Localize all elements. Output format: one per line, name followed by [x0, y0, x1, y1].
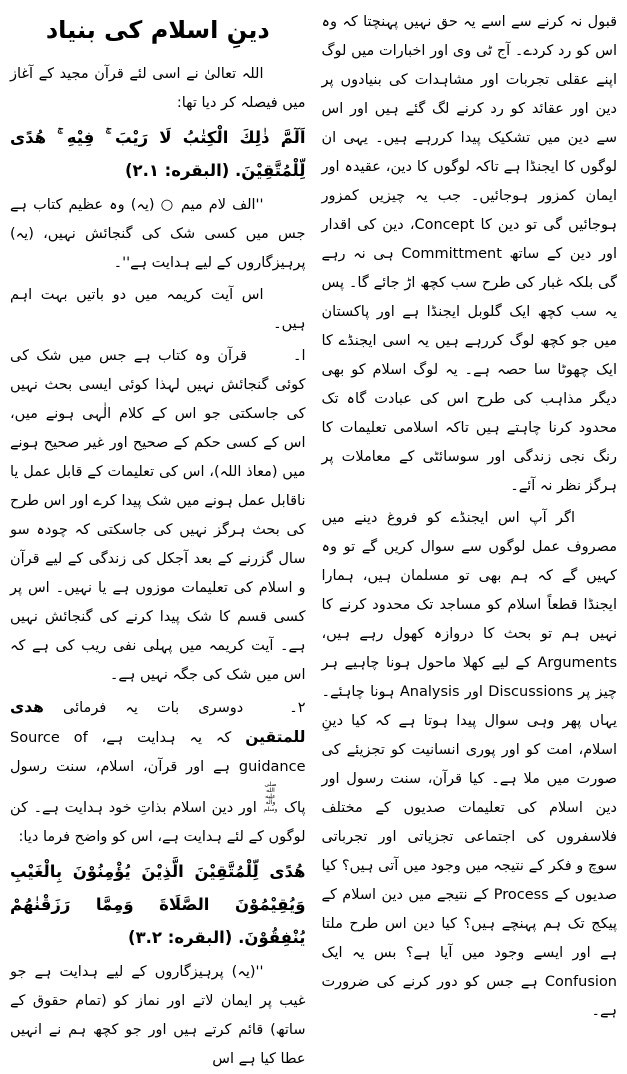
list-marker: ا۔ [292, 347, 306, 364]
list-marker: ۲۔ [289, 699, 306, 716]
list-item-text: اور دین اسلام بذاتِ خود ہدایت ہے۔ کن لوگوں کے لئے ہدایت ہے، اس کو واضح فرما دیا: [10, 799, 306, 845]
verse-translation: ''الف لام میم ○ (یہ) وہ عظیم کتاب ہے جس میں کسی شک کی گنجائش نہیں، (یہ) پرہیزگاروں کے لیے ہدایت ہے''۔ [10, 196, 306, 271]
quran-verse [10, 121, 306, 187]
verse-text: هُدًى لِّلْمُتَّقِيْنَ الَّذِيْنَ يُؤْمِنُوْنَ بِالْغَيْبِ وَيُقِيْمُوْنَ الصَّلَاةَ وَمِمَّا رَزَقْنٰهُمْ يُنْفِقُوْنَ. [10, 861, 306, 947]
verse-reference: (البقره: ۲.۱) [124, 160, 230, 180]
paragraph: قبول نہ کرنے سے اسے یہ حق نہیں پہنچتا کہ وہ اس کو رد کردے۔ آج ٹی وی اور اخبارات میں لوگ اپنے عقلی تجربات اور مشاہدات کی بنیادوں پر دین اور عقائد کو رد کرنے لگ گئے ہیں اور اس سے دین میں تشکیک پیدا کررہے ہیں۔ یہی ان لوگوں کا ایجنڈا ہے تاکہ لوگوں کا دین، عقیدہ اور ایمان کمزور ہوجائیں۔ جب یہ چیزیں کمزور ہوجائیں گی تو دین کا Concept، دین کی اقدار اور دین کے ساتھ Committment ہی نہ رہے گی بلکہ غبار کی طرح سب کچھ اڑ جائے گا۔ پس یہ سب کچھ ایک گلوبل ایجنڈا ہے اور پاکستان میں جو کچھ لوگ کررہے ہیں یہ اسی ایجنڈے کا ایک چھوٹا سا حصہ ہے۔ یہ لوگ اسلام کو بھی دیگر مذاہب کی طرح اس کی عبادت گاہ تک محدود کرنا چاہتے ہیں تاکہ اسلامی تعلیمات کا رنگ نجی زندگی اور سوسائٹی کے معاملات پر ہرگز نظر نہ آئے۔ [321, 14, 617, 494]
list-item-text: قرآن وہ کتاب ہے جس میں شک کی کوئی گنجائش نہیں لہذا کوئی ایسی بحث نہیں کی جاسکتی جو اس کے کلام الٰہی ہونے میں، اس کے کسی حکم کے صحیح اور غیر صحیح ہونے میں (معاذ اللہ)، اس کی تعلیمات کے قابل عمل یا ناقابل عمل ہونے میں شک پیدا کرے اور اس طرح کی بحث ہرگز نہیں کی جاسکتی کہ چودہ سو سال گزرنے کے بعد آجکل کی زندگی کے لیے قرآن و اسلام کی تعلیمات موزوں ہے یا نہیں۔ اس پر کسی قسم کا شک پیدا کرنے کی گنجائش نہیں ہے۔ آیت کریمہ میں پہلی نفی ریب کی ہے کہ اس میں شک کی جگہ نہیں ہے۔ [10, 347, 306, 683]
bold-arabic-phrase: ھدی للمتقین [10, 697, 306, 746]
list-item-text: کہ یہ ہدایت ہے، Source of guidance ہے اور قرآن، اسلام، سنت رسول پاک [10, 729, 306, 816]
quran-verse [10, 855, 306, 954]
list-item [10, 342, 306, 690]
column-left [10, 8, 306, 1067]
list-item [10, 693, 306, 852]
column-right [321, 8, 618, 1019]
verse-reference: (البقره: ۳.۲) [128, 927, 233, 947]
verse-translation: ''(یہ) پرہیزگاروں کے لیے ہدایت ہے جو غیب پر ایمان لاتے اور نماز کو (تمام حقوق کے ساتھ) قائم کرتے ہیں اور جو کچھ ہم نے انہیں عطا کیا ہے اس [10, 963, 306, 1067]
list-item-text: دوسری بات یہ فرمائی [43, 699, 244, 716]
durood-mark: صلى الله عليه وآله وسلم [263, 780, 278, 813]
paragraph: اللہ تعالیٰ نے اسی لئے قرآن مجید کے آغاز میں فیصلہ کر دیا تھا: [10, 65, 306, 111]
paragraph: اگر آپ اس ایجنڈے کو فروغ دینے میں مصروف عمل لوگوں سے سوال کریں گے تو وہ کہیں گے کہ ہم بھی تو مسلمان ہیں، ہمارا ایجنڈا قطعاً اسلام کو مساجد تک محدود کرنے کا نہیں ہم تو بحث کا دروازہ کھول رہے ہیں، Arguments کے لیے کھلا ماحول ہونا چاہیے ہر چیز پر Discussions اور Analysis ہونا چاہئے۔ یہاں پھر وہی سوال پیدا ہوتا ہے کہ کیا دینِ اسلام، امت کو اور پوری انسانیت کو تجزیئے کی صورت میں ملا ہے۔ کیا قرآن، سنت رسول اور دین اسلام کی تعلیمات صدیوں کے مختلف فلاسفروں کی اجتماعی تجزیاتی اور تجرباتی سوچ و فکر کے نتیجہ میں وجود میں آتی ہیں؟ کیا صدیوں کے Process کے نتیجے میں دین اسلام کے پیکج تک ہم پہنچے ہیں؟ کیا دین اس طرح ملتا ہے اور ایسے وجود میں آیا ہے؟ بس یہ ایک Confusion ہے جس کو دور کرنے کی ضرورت ہے۔ [321, 510, 618, 1019]
article-title: دینِ اسلام کی بنیاد [45, 16, 270, 44]
paragraph: اس آیت کریمہ میں دو باتیں بہت اہم ہیں۔ [10, 286, 306, 332]
verse-text: اَلٓمَّ ذٰلِكَ الْكِتٰبُ لَا رَيْبَ ۚ فِيْهِ ۚ هُدًى لِّلْمُتَّقِيْنَ. [10, 127, 306, 180]
